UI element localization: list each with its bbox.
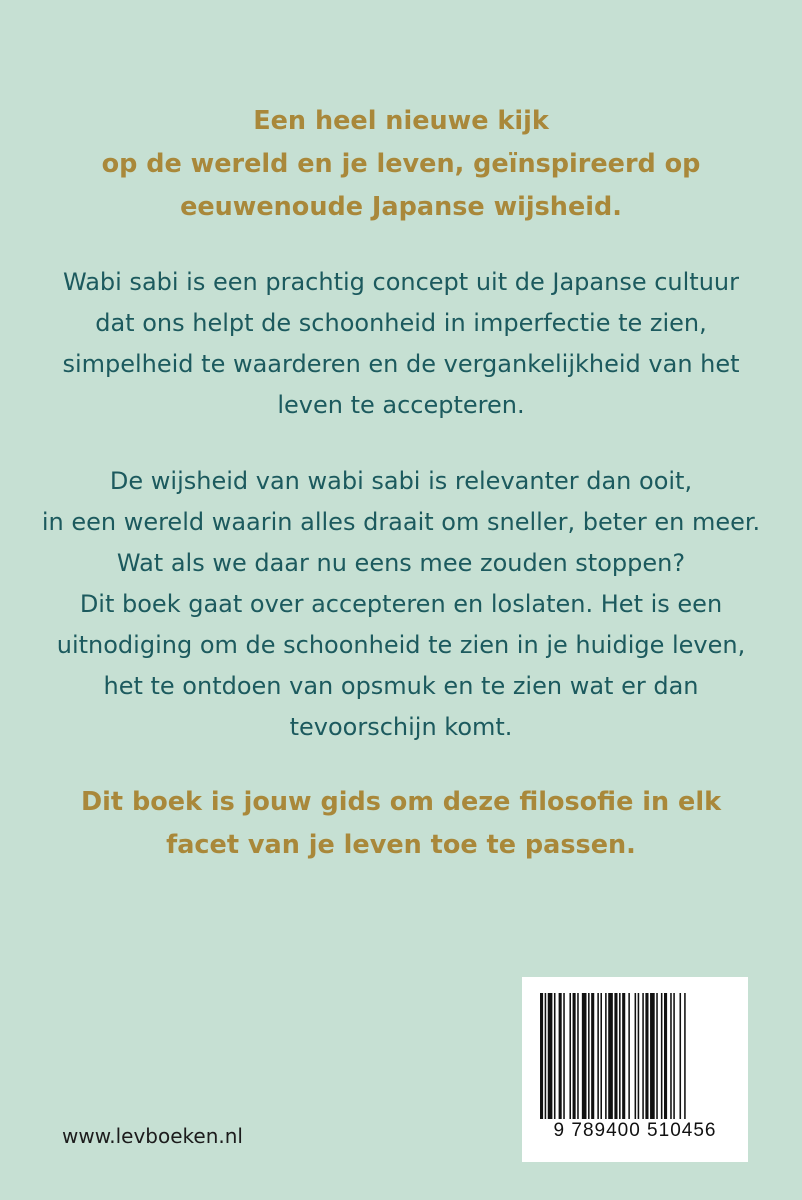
barcode-bar — [545, 993, 547, 1119]
barcode-bar — [638, 993, 640, 1119]
barcode-bar — [642, 993, 644, 1119]
barcode-bar — [645, 993, 648, 1119]
paragraph-line: Wabi sabi is een prachtig concept uit de Japanse cultuur — [63, 268, 739, 296]
barcode-bar — [673, 993, 675, 1119]
barcode-bar — [622, 993, 625, 1119]
barcode-bar — [540, 993, 543, 1119]
barcode-bar — [664, 993, 667, 1119]
headline-line: op de wereld en je leven, geïnspireerd op — [101, 149, 701, 179]
barcode-bar — [554, 993, 556, 1119]
closing-statement — [0, 781, 802, 867]
barcode-bar — [650, 993, 655, 1119]
paragraph-line: De wijsheid van wabi sabi is relevanter dan ooit, — [109, 467, 693, 495]
headline-line: Een heel nieuwe kijk — [253, 106, 549, 136]
barcode-bar — [597, 993, 599, 1119]
barcode-bar — [582, 993, 587, 1119]
closing-line: Dit boek is jouw gids om deze filosofie in elk — [80, 787, 722, 817]
headline-line: eeuwenoude Japanse wijsheid. — [180, 192, 622, 222]
paragraph-line: uitnodiging om de schoonheid te zien in je huidige leven, — [56, 631, 746, 659]
barcode-bar — [614, 993, 617, 1119]
publisher-website[interactable]: www.levboeken.nl — [62, 1124, 243, 1148]
paragraph-line: Dit boek gaat over accepteren en loslaten. Het is een — [79, 590, 723, 618]
barcode-bar — [569, 993, 571, 1119]
barcode-bar — [635, 993, 637, 1119]
barcode-bar — [577, 993, 579, 1119]
description-paragraph — [0, 461, 802, 748]
barcode-bar — [605, 993, 607, 1119]
barcode-bar — [661, 993, 663, 1119]
paragraph-line: dat ons helpt de schoonheid in imperfectie te zien, — [95, 309, 707, 337]
paragraph-line: in een wereld waarin alles draait om sneller, beter en meer. — [41, 508, 761, 536]
barcode-bar — [628, 993, 630, 1119]
isbn-barcode — [522, 977, 748, 1162]
barcode-bar — [670, 993, 672, 1119]
paragraph-line: tevoorschijn komt. — [289, 713, 513, 741]
barcode-bar — [684, 993, 686, 1119]
barcode-bar — [680, 993, 682, 1119]
headline — [0, 100, 802, 229]
barcode-bar — [608, 993, 613, 1119]
paragraph-line: Wat als we daar nu eens mee zouden stoppen? — [116, 549, 686, 577]
barcode-bar — [619, 993, 621, 1119]
closing-line: facet van je leven toe te passen. — [166, 830, 636, 860]
barcode-icon — [540, 993, 730, 1119]
barcode-bar — [600, 993, 602, 1119]
paragraph-line: leven te accepteren. — [277, 391, 525, 419]
barcode-bar — [573, 993, 576, 1119]
barcode-bar — [591, 993, 594, 1119]
intro-paragraph — [0, 262, 802, 426]
barcode-bar — [563, 993, 565, 1119]
barcode-bar — [559, 993, 562, 1119]
paragraph-line: simpelheid te waarderen en de vergankelijkheid van het — [62, 350, 740, 378]
barcode-bar — [588, 993, 590, 1119]
isbn-number: 9 789400 510456 — [553, 1120, 717, 1141]
paragraph-line: het te ontdoen van opsmuk en te zien wat er dan — [103, 672, 699, 700]
barcode-bar — [548, 993, 553, 1119]
barcode-bar — [656, 993, 658, 1119]
